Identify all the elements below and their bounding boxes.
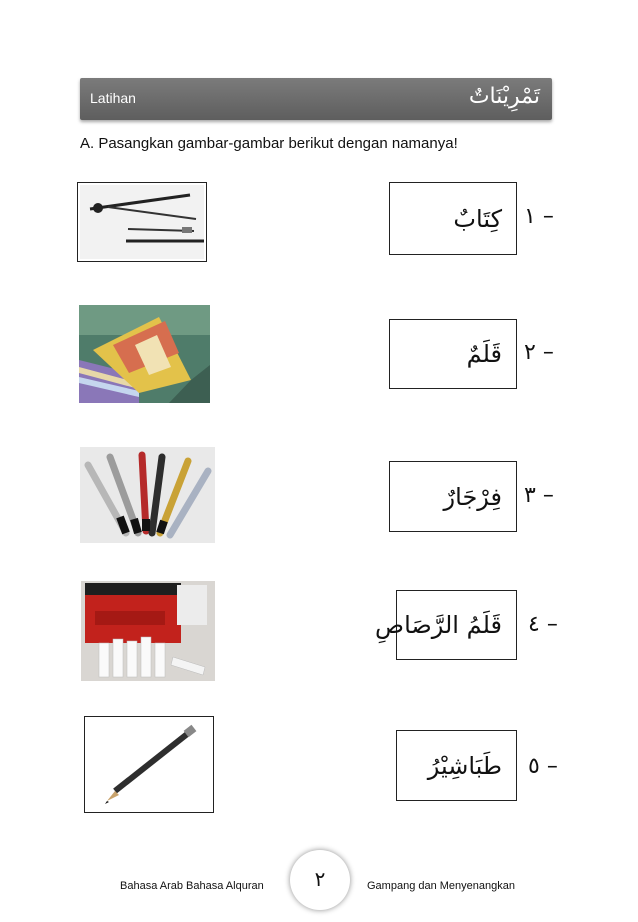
footer-left-text: Bahasa Arab Bahasa Alquran: [120, 880, 264, 892]
item-number-5: ٥ –: [528, 754, 558, 779]
image-pencil: [84, 716, 214, 813]
item-number-3: ٣ –: [524, 483, 554, 508]
pens-illustration: [80, 447, 215, 543]
footer-right-text: Gampang dan Menyenangkan: [367, 880, 515, 892]
arabic-word-4: قَلَمُ الرَّصَاصِ: [375, 611, 502, 639]
arabic-word-5: طَبَاشِيْرُ: [427, 751, 502, 780]
image-chalk-box: [81, 581, 215, 681]
item-number-1: ١ –: [524, 204, 554, 229]
page-number: ٢: [314, 867, 326, 891]
exercise-instruction: A. Pasangkan gambar-gambar berikut dengan namanya!: [80, 135, 458, 152]
books-illustration: [79, 305, 210, 403]
item-number-2: ٢ –: [524, 340, 554, 365]
image-books: [79, 305, 210, 403]
image-compass-tools: [77, 182, 207, 262]
word-box-1: [389, 182, 517, 255]
arabic-word-1: كِتَابٌ: [453, 204, 502, 233]
pencil-illustration: [85, 717, 213, 812]
word-box-3: [389, 461, 517, 532]
compass-tools-illustration: [78, 183, 206, 261]
chalk-illustration: [81, 581, 215, 681]
word-box-4: [375, 590, 517, 660]
section-title-arabic: تَمْرِيْنَاتٌ: [468, 84, 540, 109]
section-title-latin: Latihan: [90, 90, 136, 106]
image-pens: [80, 447, 215, 543]
arabic-word-3: فِرْجَارٌ: [443, 482, 502, 511]
section-header-bar: [80, 78, 552, 120]
page-number-badge: [290, 850, 350, 910]
word-box-5: [396, 730, 517, 801]
arabic-word-2: قَلَمٌ: [466, 340, 502, 368]
item-number-4: ٤ –: [528, 612, 558, 637]
word-box-2: [389, 319, 517, 389]
